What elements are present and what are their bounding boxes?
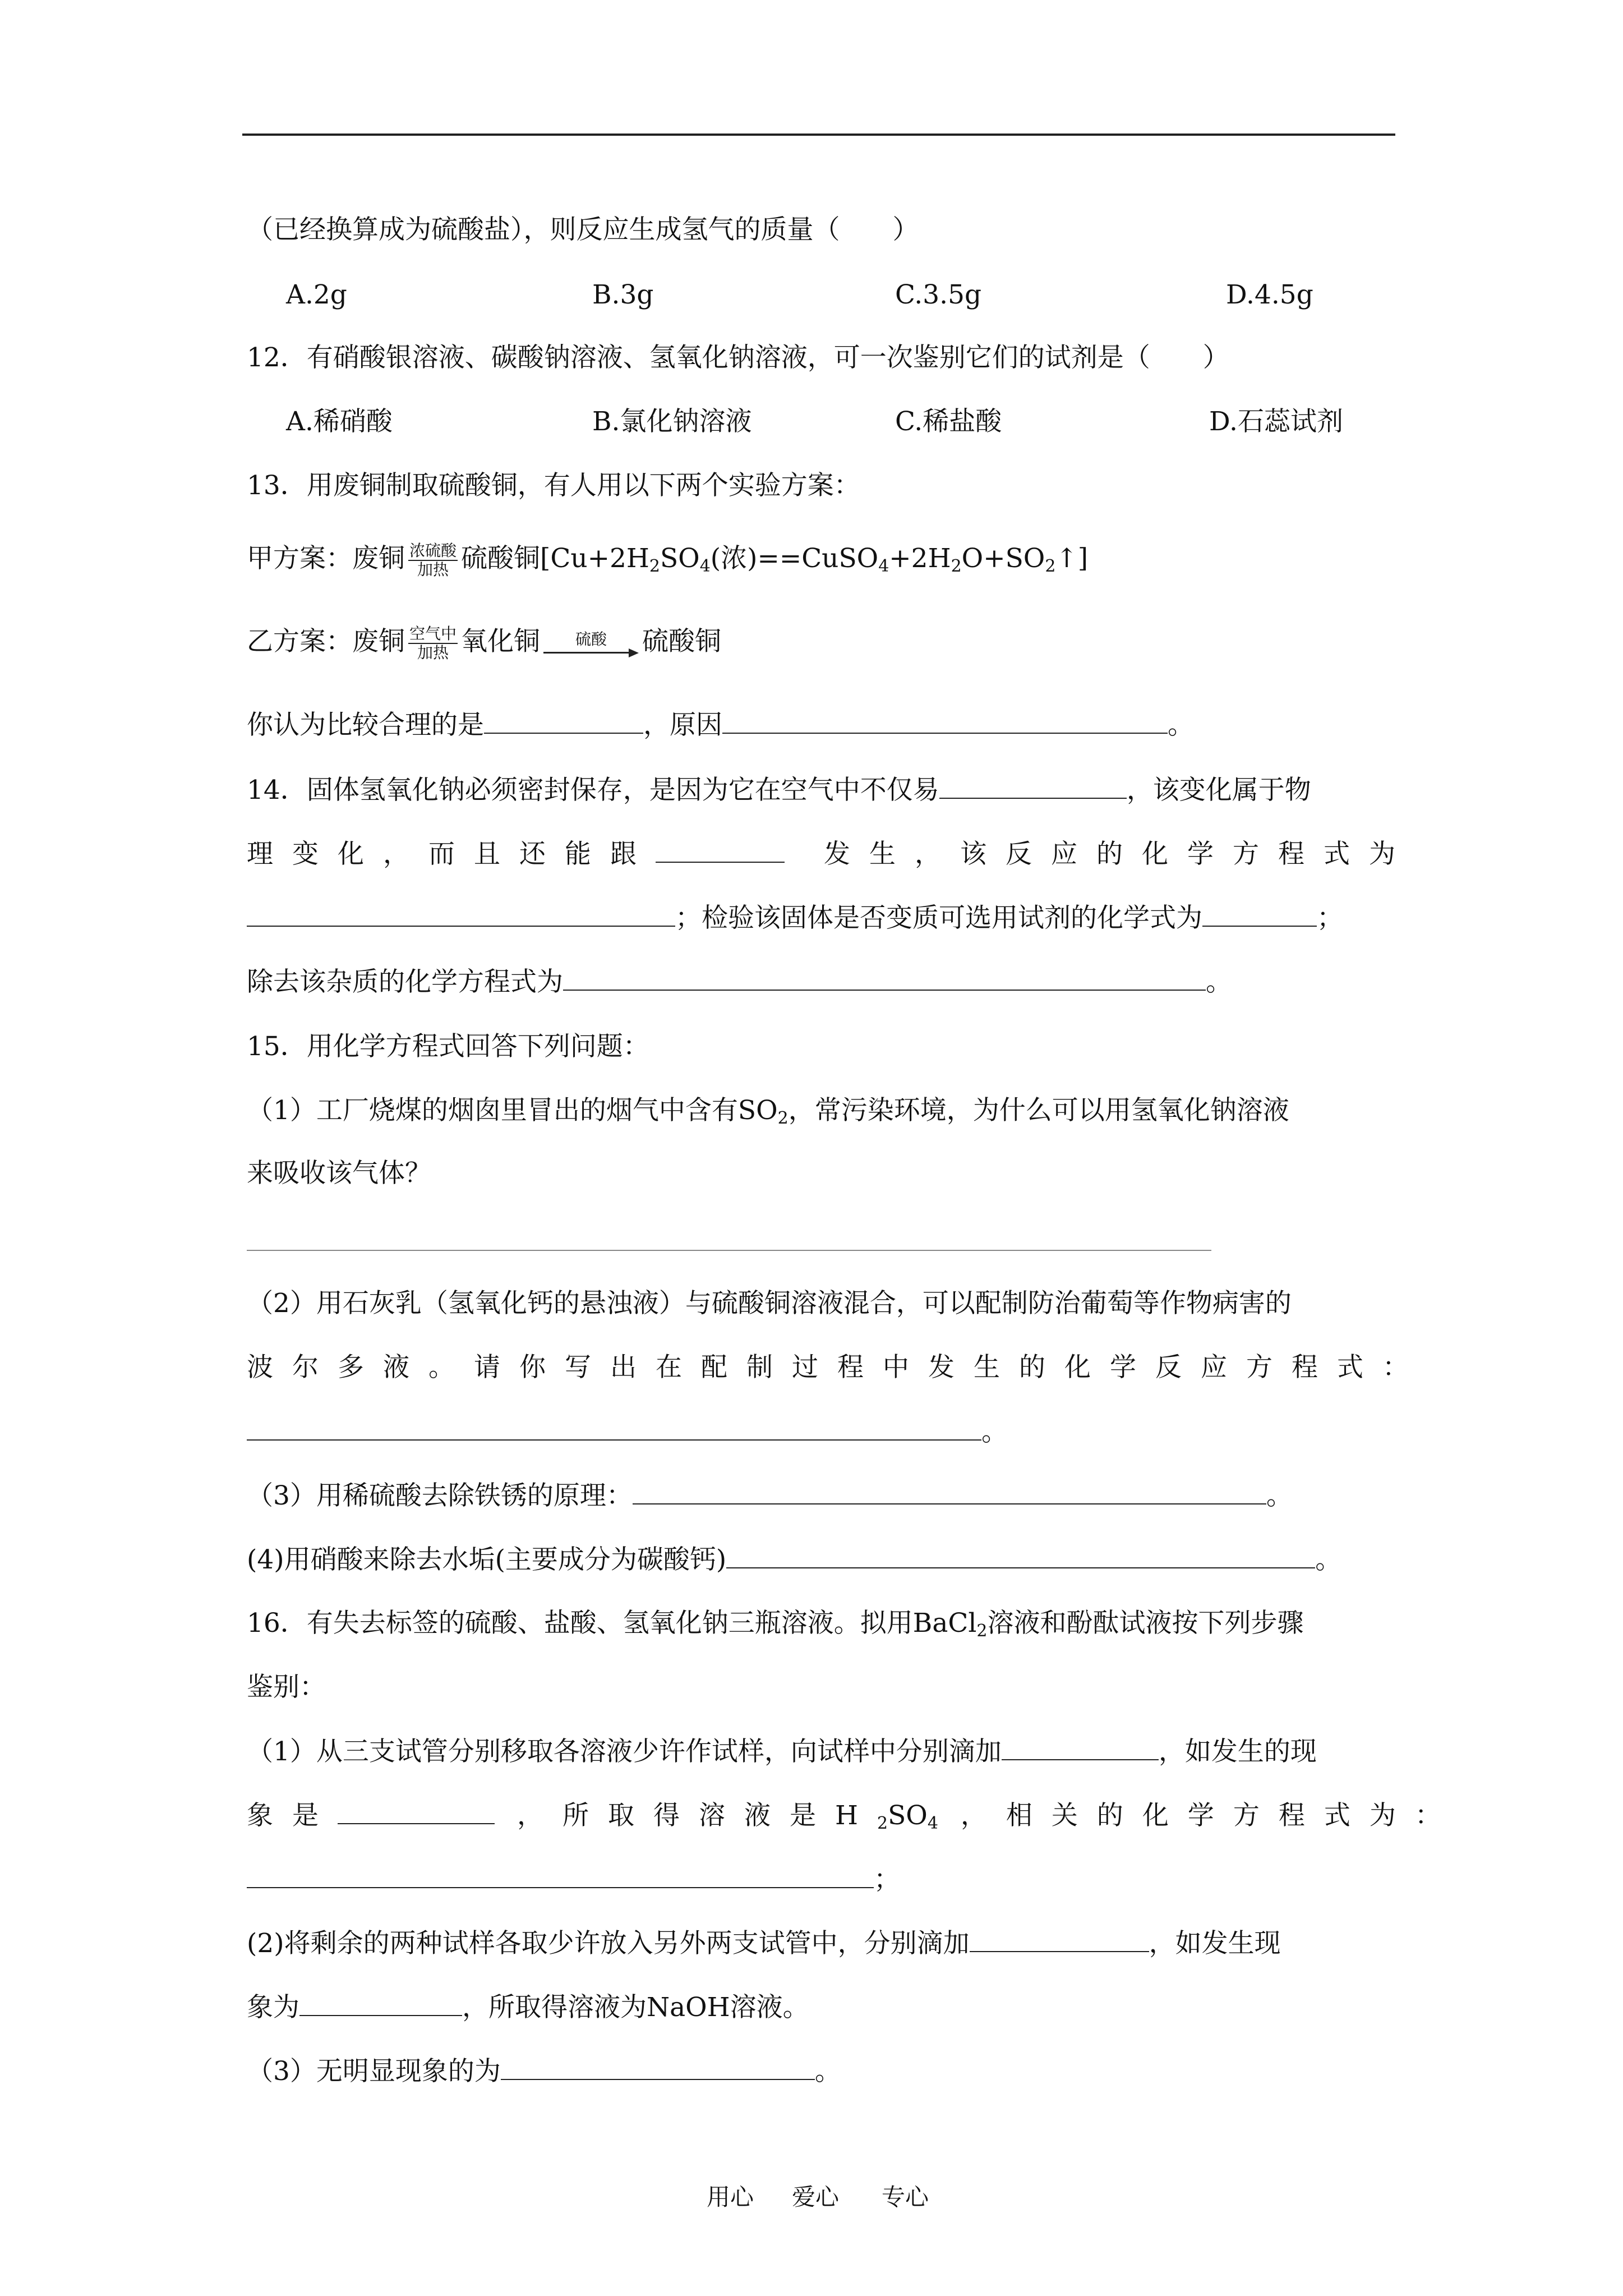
q14-line-3 <box>247 901 1343 935</box>
equation-part: 硫酸铜[Cu+2H <box>461 543 649 574</box>
footer-text-1: 用心 <box>707 2183 754 2211</box>
q12-option-d: D.石蕊试剂 <box>1209 406 1343 437</box>
question-text: （1）工厂烧煤的烟囱里冒出的烟气中含有SO <box>247 1095 778 1126</box>
q16-stem <box>247 1607 1303 1648</box>
q16-step-2 <box>247 1926 1281 1961</box>
condition-top: 浓硫酸 <box>409 541 457 560</box>
q13-question <box>247 708 1194 742</box>
q13-stem: 13．用废铜制取硫酸铜，有人用以下两个实验方案： <box>247 470 860 501</box>
q11-option-c: C.3.5g <box>895 279 982 310</box>
q13-plan-jia <box>247 539 1088 587</box>
condition-bottom: 加热 <box>417 560 449 579</box>
plan-yi-condition <box>408 625 458 662</box>
answer-blank[interactable] <box>939 773 1127 799</box>
equation-part: (浓)==CuSO <box>710 543 879 574</box>
question-text: ，如发生现 <box>1149 1928 1281 1959</box>
equation-part: +2H <box>889 543 951 574</box>
q15-part-2-answer <box>247 1415 1008 1449</box>
final-product: 硫酸铜 <box>642 626 722 657</box>
answer-blank[interactable] <box>338 1798 495 1824</box>
footer-text-3: 专心 <box>882 2183 929 2211</box>
answer-blank[interactable] <box>1002 1734 1159 1760</box>
q16-step-1-cont <box>247 1798 1460 1841</box>
q12-stem: 12．有硝酸银溶液、碳酸钠溶液、氢氧化钠溶液，可一次鉴别它们的试剂是（ ） <box>247 342 1229 373</box>
reaction-arrow <box>543 631 639 656</box>
question-text: ，该变化属于物 <box>1126 775 1311 806</box>
question-text: 。 <box>981 1416 1008 1447</box>
question-text: （1）从三支试管分别移取各溶液少许作试样，向试样中分别滴加 <box>247 1736 1002 1767</box>
question-text: ； <box>874 1864 900 1895</box>
q15-part-2: （2）用石灰乳（氢氧化钙的悬浊液）与硫酸铜溶液混合，可以配制防治葡萄等作物病害的 <box>247 1288 1292 1319</box>
q14-line-1 <box>247 773 1311 807</box>
condition-top: 空气中 <box>409 624 457 643</box>
arrow-label: 硫酸 <box>575 630 607 648</box>
question-text: 14．固体氢氧化钠必须密封保存，是因为它在空气中不仅易 <box>247 775 939 806</box>
question-text: ，所取得溶液是H <box>517 1800 877 1831</box>
footer-text-2: 爱心 <box>792 2183 840 2211</box>
q15-part-2-cont <box>247 1351 1428 1384</box>
q16-step-2-cont <box>247 1990 809 2024</box>
question-text: 象是 <box>247 1800 338 1831</box>
question-text: ；检验该固体是否变质可选用试剂的化学式为 <box>675 903 1202 933</box>
answer-blank[interactable] <box>247 1862 874 1888</box>
plan-jia-prefix: 甲方案：废铜 <box>247 543 405 574</box>
answer-blank[interactable] <box>247 901 675 927</box>
equation-part: ↑] <box>1055 543 1089 574</box>
question-text: ，所取得溶液为NaOH溶液。 <box>462 1992 809 2023</box>
question-text: (4)用硝酸来除去水垢(主要成分为碳酸钙) <box>247 1544 727 1575</box>
subscript: 2 <box>777 1108 789 1128</box>
question-text: 。 <box>1206 967 1232 997</box>
question-text: 。 <box>1315 1544 1342 1575</box>
subscript: 4 <box>927 1814 938 1833</box>
q12-option-a: A.稀硝酸 <box>286 406 393 437</box>
question-text: （3）无明显现象的为 <box>247 2056 501 2087</box>
q15-stem: 15．用化学方程式回答下列问题： <box>247 1031 649 1062</box>
subscript: 4 <box>699 556 711 576</box>
condition-bottom: 加热 <box>417 643 449 662</box>
q16-step-1-answer <box>247 1862 900 1897</box>
subscript: 2 <box>976 1621 988 1641</box>
subscript: 2 <box>951 556 962 576</box>
question-text: ，相关的化学方程式为： <box>960 1800 1460 1831</box>
answer-blank[interactable] <box>970 1926 1149 1952</box>
q11-option-a: A.2g <box>286 279 347 310</box>
q14-line-4 <box>247 965 1232 999</box>
question-text: 象为 <box>247 1992 299 2023</box>
header-rule <box>242 134 1395 136</box>
question-text: 。 <box>1168 710 1194 740</box>
q11-option-b: B.3g <box>592 279 654 310</box>
subscript: 2 <box>649 556 660 576</box>
answer-blank[interactable] <box>501 2054 815 2080</box>
question-text: (2)将剩余的两种试样各取少许放入另外两支试管中，分别滴加 <box>247 1928 970 1959</box>
question-text: 除去该杂质的化学方程式为 <box>247 967 563 997</box>
answer-blank[interactable] <box>633 1479 1266 1504</box>
answer-blank[interactable] <box>1202 901 1317 927</box>
question-text: 16．有失去标签的硫酸、盐酸、氢氧化钠三瓶溶液。拟用BaCl <box>247 1608 977 1639</box>
plan-jia-condition <box>408 542 458 579</box>
question-text: 理变化，而且还能跟 <box>247 839 656 869</box>
q15-part-1-cont: 来吸收该气体？ <box>247 1158 431 1189</box>
subscript: 2 <box>1045 556 1056 576</box>
q11-continuation: （已经换算成为硫酸盐），则反应生成氢气的质量（ ） <box>247 214 919 245</box>
question-text: ，原因 <box>643 710 722 740</box>
question-text: 溶液和酚酞试液按下列步骤 <box>987 1608 1304 1639</box>
arrow-shaft <box>543 648 639 656</box>
question-text: （3）用稀硫酸去除铁锈的原理： <box>247 1480 633 1511</box>
equation-part: SO <box>660 543 700 574</box>
q16-step-1 <box>247 1734 1317 1769</box>
answer-blank[interactable] <box>722 708 1168 734</box>
question-text: 发生，该反应的化学方程式为 <box>824 839 1414 869</box>
answer-blank[interactable] <box>726 1543 1315 1568</box>
plan-yi-prefix: 乙方案：废铜 <box>247 626 405 657</box>
question-text: ； <box>1317 903 1343 933</box>
q11-option-d: D.4.5g <box>1226 279 1313 310</box>
question-text: ，如发生的现 <box>1158 1736 1317 1767</box>
question-text: 波尔多液。请你写出在配制过程中发生的化学反应方程式： <box>247 1352 1428 1383</box>
answer-blank[interactable] <box>484 708 643 734</box>
q12-option-b: B.氯化钠溶液 <box>592 406 752 437</box>
question-text: SO <box>888 1800 928 1831</box>
question-text: 。 <box>814 2056 841 2087</box>
q15-part-1 <box>247 1094 1289 1135</box>
answer-blank[interactable] <box>299 1990 462 2016</box>
question-text: 你认为比较合理的是 <box>247 710 484 740</box>
q13-plan-yi <box>247 622 721 662</box>
answer-blank[interactable] <box>656 837 785 863</box>
subscript: 2 <box>877 1814 888 1833</box>
q16-stem-cont: 鉴别： <box>247 1672 326 1703</box>
subscript: 4 <box>878 556 889 576</box>
q15-part-3 <box>247 1479 1293 1513</box>
answer-blank[interactable] <box>247 1415 981 1441</box>
q16-step-3 <box>247 2054 841 2088</box>
answer-blank[interactable] <box>563 965 1206 991</box>
q15-part-4 <box>247 1543 1341 1577</box>
answer-line[interactable] <box>247 1250 1211 1251</box>
intermediate-product: 氧化铜 <box>461 626 541 657</box>
q12-option-c: C.稀盐酸 <box>895 406 1002 437</box>
question-text: ，常污染环境，为什么可以用氢氧化钠溶液 <box>788 1095 1289 1126</box>
question-text: 。 <box>1266 1480 1293 1511</box>
equation-part: O+SO <box>961 543 1045 574</box>
q14-line-2 <box>247 837 1414 871</box>
